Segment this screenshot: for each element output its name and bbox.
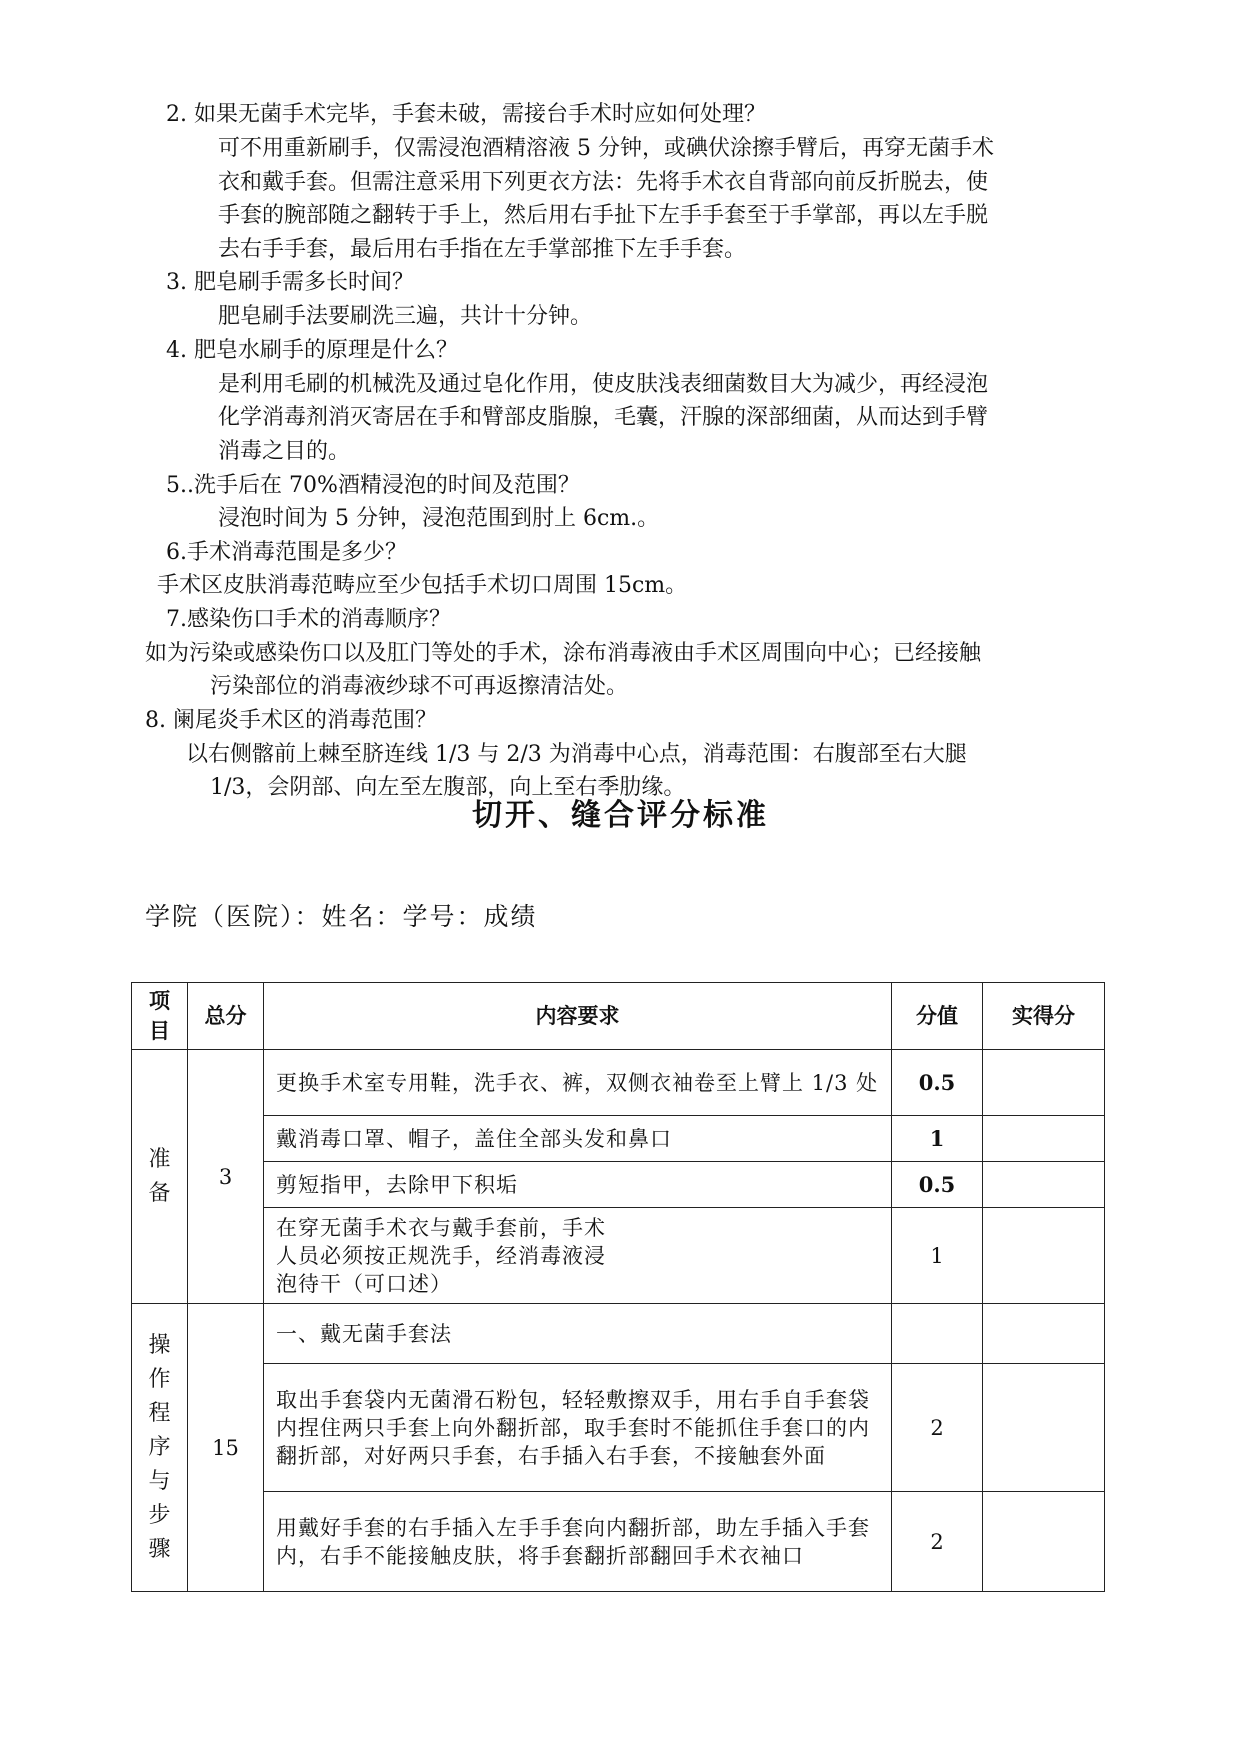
qa-line: 4. 肥皂水刷手的原理是什么？ xyxy=(166,338,458,363)
score-value: 0.5 xyxy=(892,1050,983,1116)
table-row xyxy=(132,1116,1105,1162)
qa-line: 化学消毒剂消灭寄居在手和臂部皮脂腺，毛囊，汗腺的深部细菌，从而达到手臂 xyxy=(218,405,989,430)
actual-score-cell[interactable] xyxy=(983,1050,1105,1116)
scoring-table xyxy=(131,982,1105,1592)
qa-line: 5..洗手后在 70%酒精浸泡的时间及范围？ xyxy=(166,473,580,498)
qa-line: 2. 如果无菌手术完毕，手套未破，需接台手术时应如何处理？ xyxy=(166,102,766,127)
requirement-content: 在穿无菌手术衣与戴手套前，手术 人员必须按正规洗手，经消毒液浸 泡待干（可口述） xyxy=(264,1208,892,1304)
section-total: 15 xyxy=(188,1304,264,1592)
requirement-content: 更换手术室专用鞋，洗手衣、裤，双侧衣袖卷至上臂上 1/3 处 xyxy=(264,1050,892,1116)
score-value: 0.5 xyxy=(892,1162,983,1208)
score-value: 2 xyxy=(892,1492,983,1592)
requirement-content: 取出手套袋内无菌滑石粉包，轻轻敷擦双手，用右手自手套袋内捏住两只手套上向外翻折部，取手套时不能抓住手套口的内翻折部，对好两只手套，右手插入右手套，不接触套外面 xyxy=(264,1364,892,1492)
table-row xyxy=(132,1492,1105,1592)
qa-line: 7.感染伤口手术的消毒顺序？ xyxy=(166,607,451,632)
qa-line: 去右手手套，最后用右手指在左手掌部推下左手手套。 xyxy=(218,237,747,262)
score-value: 2 xyxy=(892,1364,983,1492)
qa-line: 浸泡时间为 5 分钟，浸泡范围到肘上 6cm.。 xyxy=(218,506,660,531)
qa-line: 手术区皮肤消毒范畴应至少包括手术切口周围 15cm。 xyxy=(157,573,688,598)
actual-score-cell[interactable] xyxy=(983,1162,1105,1208)
actual-score-cell[interactable] xyxy=(983,1304,1105,1364)
qa-line: 肥皂刷手法要刷洗三遍，共计十分钟。 xyxy=(218,304,593,329)
qa-line: 消毒之目的。 xyxy=(218,439,351,464)
actual-score-cell[interactable] xyxy=(983,1116,1105,1162)
actual-score-cell[interactable] xyxy=(983,1492,1105,1592)
page-title: 切开、缝合评分标准 xyxy=(472,798,769,833)
actual-score-cell[interactable] xyxy=(983,1208,1105,1304)
header-total: 总分 xyxy=(188,983,264,1050)
header-item: 项目 xyxy=(132,983,188,1050)
header-score: 分值 xyxy=(892,983,983,1050)
score-value: 1 xyxy=(892,1116,983,1162)
qa-line: 手套的腕部随之翻转于手上，然后用右手扯下左手手套至于手掌部，再以左手脱 xyxy=(218,203,989,228)
requirement-content: 戴消毒口罩、帽子，盖住全部头发和鼻口 xyxy=(264,1116,892,1162)
qa-line: 是利用毛刷的机械洗及通过皂化作用，使皮肤浅表细菌数目大为减少，再经浸泡 xyxy=(218,372,989,397)
qa-line: 衣和戴手套。但需注意采用下列更衣方法：先将手术衣自背部向前反折脱去，使 xyxy=(218,170,989,195)
table-row xyxy=(132,1304,1105,1364)
qa-line: 可不用重新刷手，仅需浸泡酒精溶液 5 分钟，或碘伏涂擦手臂后，再穿无菌手术 xyxy=(218,136,994,161)
header-content: 内容要求 xyxy=(264,983,892,1050)
requirement-content: 一、戴无菌手套法 xyxy=(264,1304,892,1364)
qa-line: 8. 阑尾炎手术区的消毒范围？ xyxy=(145,708,437,733)
table-row xyxy=(132,1364,1105,1492)
section-name: 操 作 程 序 与 步 骤 xyxy=(132,1304,188,1592)
student-info-line: 学院（医院）：姓名：学号：成绩 xyxy=(145,902,538,931)
qa-line: 3. 肥皂刷手需多长时间？ xyxy=(166,270,414,295)
table-row xyxy=(132,1050,1105,1116)
table-header-row xyxy=(132,983,1105,1050)
qa-line: 1/3，会阴部、向左至左腹部，向上至右季肋缘。 xyxy=(210,775,686,800)
score-value xyxy=(892,1304,983,1364)
section-name: 准 备 xyxy=(132,1050,188,1304)
header-actual: 实得分 xyxy=(983,983,1105,1050)
actual-score-cell[interactable] xyxy=(983,1364,1105,1492)
qa-line: 如为污染或感染伤口以及肛门等处的手术，涂布消毒液由手术区周围向中心；已经接触 xyxy=(145,641,982,666)
score-value: 1 xyxy=(892,1208,983,1304)
qa-line: 污染部位的消毒液纱球不可再返擦清洁处。 xyxy=(210,674,629,699)
qa-line: 以右侧髂前上棘至脐连线 1/3 与 2/3 为消毒中心点，消毒范围：右腹部至右大腿 xyxy=(186,742,967,767)
requirement-content: 剪短指甲，去除甲下积垢 xyxy=(264,1162,892,1208)
requirement-content: 用戴好手套的右手插入左手手套向内翻折部，助左手插入手套内，右手不能接触皮肤，将手套翻折部翻回手术衣袖口 xyxy=(264,1492,892,1592)
table-row xyxy=(132,1208,1105,1304)
qa-line: 6.手术消毒范围是多少？ xyxy=(166,540,407,565)
table-row xyxy=(132,1162,1105,1208)
section-total: 3 xyxy=(188,1050,264,1304)
